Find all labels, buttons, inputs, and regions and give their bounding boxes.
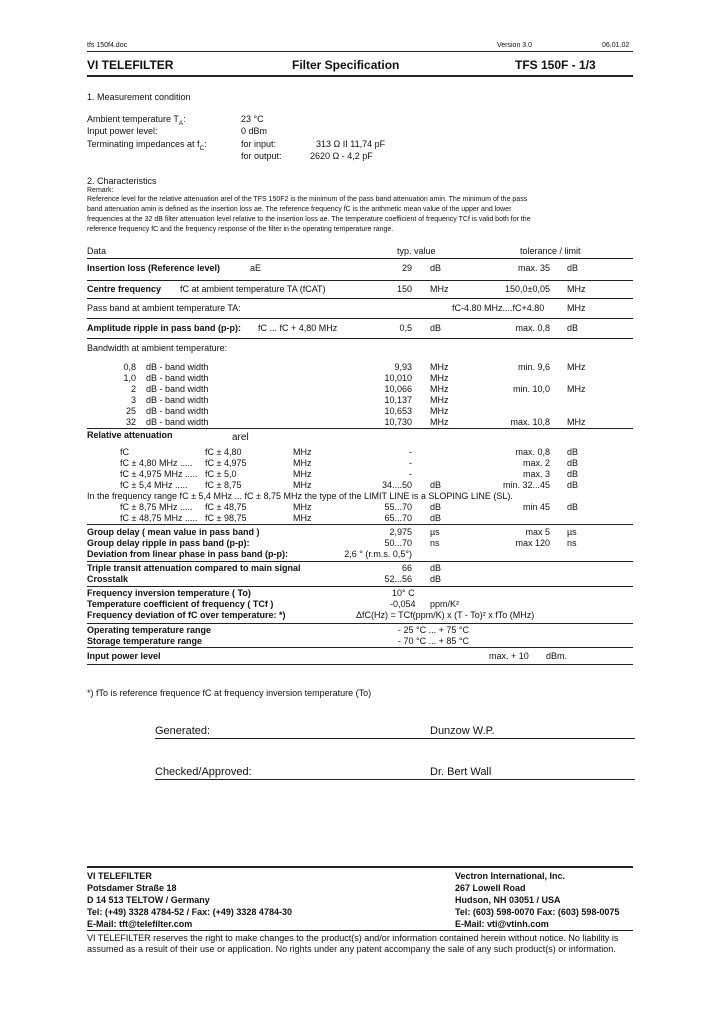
rel-tol: min. 32...45 — [502, 480, 550, 490]
rel-unit: MHz — [293, 469, 312, 479]
bw-level: 3 — [130, 395, 136, 405]
bw-unit: MHz — [430, 406, 449, 416]
freq-typ: -0,054 — [390, 599, 416, 609]
output-impedance-label: for output: — [241, 151, 282, 161]
input-impedance-label: for input: — [241, 139, 277, 149]
tt-typ: 66 — [401, 563, 412, 573]
bw-tol: max. 10,8 — [510, 417, 550, 427]
gd-typ: 2,6 ° (r.m.s. 0,5°) — [344, 549, 412, 559]
bw-label: dB - band width — [146, 406, 209, 416]
gd-tunit: µs — [567, 527, 577, 537]
document-title: Filter Specification — [292, 58, 400, 72]
bw-tunit: MHz — [567, 417, 586, 427]
checked-label: Checked/Approved: — [155, 766, 252, 778]
rel-tol-unit: dB — [567, 469, 579, 479]
rel-unit: MHz — [293, 458, 312, 468]
bw-level: 32 — [125, 417, 136, 427]
bw-label: dB - band width — [146, 417, 209, 427]
footer-left-line: VI TELEFILTER — [87, 871, 152, 881]
arel-symbol: arel — [232, 432, 249, 443]
gd-tol: max 5 — [525, 527, 550, 537]
bw-unit: MHz — [430, 373, 449, 383]
rel-from: fC — [120, 447, 129, 457]
bw-label: dB - band width — [146, 384, 209, 394]
freq-typ: ΔfC(Hz) = TCf(ppm/K) x (T - To)² x fTo (MHz) — [356, 610, 535, 620]
gd-unit: ns — [430, 538, 440, 548]
rel-tol: min 45 — [522, 502, 550, 512]
rel-tol-unit: dB — [567, 458, 579, 468]
footer-left-line: Potsdamer Straße 18 — [87, 883, 177, 893]
rel-typ: - — [409, 469, 412, 479]
gd-typ: 50...70 — [384, 538, 412, 548]
rel-typ: - — [409, 458, 412, 468]
rel-from: fC ± 5,4 MHz ..... — [120, 480, 188, 490]
rel-typ: 34....50 — [381, 480, 412, 490]
bw-typ: 10,137 — [384, 395, 412, 405]
bw-typ: 9,93 — [394, 362, 412, 372]
gd-tunit: ns — [567, 538, 577, 548]
bw-tol: min. 9,6 — [517, 362, 550, 372]
op-label: Storage temperature range — [87, 636, 203, 646]
version: Version 3.0 — [497, 42, 533, 49]
remark-line-4: reference frequency fC and the frequency response of the filter in the operating temperature range. — [87, 226, 394, 233]
bw-typ: 10,010 — [384, 373, 412, 383]
bandwidth-heading: Bandwidth at ambient temperature: — [87, 343, 228, 353]
rel-typ-unit: dB — [430, 480, 442, 490]
rel-unit: MHz — [293, 513, 312, 523]
rel-to: fC ± 8,75 — [205, 480, 242, 490]
col-typ-value: typ. value — [397, 246, 436, 256]
bw-tunit: MHz — [567, 362, 586, 372]
rel-to: fC ± 4,975 — [205, 458, 247, 468]
bw-typ: 10,730 — [384, 417, 412, 427]
tt-typ: 52...56 — [384, 574, 412, 584]
bw-label: dB - band width — [146, 362, 209, 372]
col-data: Data — [87, 246, 107, 256]
gd-typ: 2,975 — [389, 527, 412, 537]
gd-tol: max 120 — [515, 538, 550, 548]
col-tolerance: tolerance / limit — [520, 246, 581, 256]
tt-unit: dB — [430, 563, 442, 573]
bw-typ: 10,066 — [384, 384, 412, 394]
freq-label: Temperature coefficient of frequency ( TCf ) — [87, 599, 274, 609]
company-name: VI TELEFILTER — [87, 58, 174, 72]
rel-from: fC ± 48,75 MHz ..... — [120, 513, 198, 523]
rel-unit: MHz — [293, 502, 312, 512]
rel-from: fC ± 4,80 MHz ..... — [120, 458, 193, 468]
rel-typ: 55...70 — [384, 502, 412, 512]
measurement-heading: 1. Measurement condition — [87, 92, 191, 102]
gd-label: Group delay ripple in pass band (p-p): — [87, 538, 250, 548]
bw-unit: MHz — [430, 384, 449, 394]
gd-label: Group delay ( mean value in pass band ) — [87, 527, 260, 537]
checked-name: Dr. Bert Wall — [430, 766, 492, 778]
rel-typ: 65...70 — [384, 513, 412, 523]
rel-unit: MHz — [293, 447, 312, 457]
bw-typ: 10,653 — [384, 406, 412, 416]
rel-to: fC ± 48,75 — [205, 502, 247, 512]
input-power-value: 0 dBm — [241, 126, 268, 136]
rel-tol-unit: dB — [567, 480, 579, 490]
rel-typ-unit: dB — [430, 502, 442, 512]
rel-tol: max. 3 — [522, 469, 550, 479]
terminating-label: Terminating impedances at $f_C$: — [87, 139, 207, 152]
rel-tol: max. 2 — [522, 458, 550, 468]
relative-attenuation-heading: Relative attenuation — [87, 430, 173, 440]
ambient-temp-label: Ambient temperature $T_A$: — [87, 114, 186, 127]
gd-label: Deviation from linear phase in pass band (p-p): — [87, 549, 289, 559]
rel-to: fC ± 4,80 — [205, 447, 242, 457]
rel-from: fC ± 4,975 MHz ..... — [120, 469, 198, 479]
sloping-line-note: In the frequency range fC ± 5,4 MHz ... fC ± 8,75 MHz the type of the LIMIT LINE is a SLOPING LINE (SL). — [87, 491, 513, 501]
op-typ: - 70 °C ... + 85 °C — [398, 636, 469, 646]
tt-label: Triple transit attenuation compared to main signal — [87, 563, 301, 573]
input-power-label: Input power level: — [87, 126, 158, 136]
bw-level: 1,0 — [123, 373, 136, 383]
disclaimer-line-2: assumed as a result of their use or application. No rights under any patent accompany the sale of any such product(s) or information. — [87, 944, 616, 954]
tt-unit: dB — [430, 574, 442, 584]
footer-left-line: D 14 513 TELTOW / Germany — [87, 895, 210, 905]
footnote: *) fTo is reference frequence fC at frequency inversion temperature (To) — [87, 688, 372, 698]
freq-label: Frequency deviation of fC over temperature: *) — [87, 610, 286, 620]
bw-level: 25 — [125, 406, 136, 416]
disclaimer-line-1: VI TELEFILTER reserves the right to make changes to the product(s) and/or information contained herein without notice. No liability is — [87, 933, 619, 943]
bw-label: dB - band width — [146, 395, 209, 405]
remark-line-2: band attenuation amin is defined as the insertion loss ae. The reference frequency fC is the arithmetic mean value of the upper and lower — [87, 206, 512, 213]
remark-label: Remark: — [87, 187, 114, 194]
part-number: TFS 150F - 1/3 — [515, 58, 596, 72]
bw-level: 2 — [130, 384, 136, 394]
footer-left-line: E-Mail: tft@telefilter.com — [87, 919, 193, 929]
op-label: Operating temperature range — [87, 625, 212, 635]
generated-name: Dunzow W.P. — [430, 725, 495, 737]
footer-right-line: E-Mail: vti@vtinh.com — [455, 919, 549, 929]
bw-unit: MHz — [430, 395, 449, 405]
gd-unit: µs — [430, 527, 440, 537]
characteristics-heading: 2. Characteristics — [87, 176, 157, 186]
rel-tol: max. 0,8 — [515, 447, 550, 457]
bw-tunit: MHz — [567, 384, 586, 394]
bw-unit: MHz — [430, 417, 449, 427]
rel-unit: MHz — [293, 480, 312, 490]
freq-unit: ppm/K² — [430, 599, 460, 609]
rel-to: fC ± 98,75 — [205, 513, 247, 523]
rel-tol-unit: dB — [567, 502, 579, 512]
remark-line-3: frequencies at the 32 dB filter attenuation level relative to the insertion loss ae. The temperature coefficient of frequency TCf is valid both for the — [87, 216, 531, 223]
freq-label: Frequency inversion temperature ( To) — [87, 588, 251, 598]
freq-typ: 10° C — [392, 588, 415, 598]
input-impedance-value: 313 Ω II 11,74 pF — [316, 139, 386, 149]
footer-right-line: Tel: (603) 598-0070 Fax: (603) 598-0075 — [455, 907, 620, 917]
generated-label: Generated: — [155, 725, 211, 737]
bw-tol: min. 10,0 — [512, 384, 550, 394]
footer-right-line: 267 Lowell Road — [455, 883, 526, 893]
footer-left-line: Tel: (+49) 3328 4784-52 / Fax: (+49) 3328 4784-30 — [87, 907, 292, 917]
bw-label: dB - band width — [146, 373, 209, 383]
remark-line-1: Reference level for the relative attenuation arel of the TFS 150F2 is the minimum of the pass band attenuation amin. The minimum of the pass — [87, 196, 528, 203]
file-name: tfs 150f4.doc — [87, 42, 128, 49]
date: 06.01.02 — [602, 42, 630, 49]
rel-to: fC ± 5,0 — [205, 469, 237, 479]
op-typ: - 25 °C ... + 75 °C — [398, 625, 469, 635]
footer-right-line: Hudson, NH 03051 / USA — [455, 895, 561, 905]
rel-typ: - — [409, 447, 412, 457]
rel-typ-unit: dB — [430, 513, 442, 523]
output-impedance-value: 2620 Ω - 4,2 pF — [310, 151, 373, 161]
bw-unit: MHz — [430, 362, 449, 372]
rel-from: fC ± 8,75 MHz ..... — [120, 502, 193, 512]
ambient-temp-value: 23 °C — [241, 114, 264, 124]
bw-level: 0,8 — [123, 362, 136, 372]
footer-right-line: Vectron International, Inc. — [455, 871, 566, 881]
rel-tol-unit: dB — [567, 447, 579, 457]
tt-label: Crosstalk — [87, 574, 129, 584]
